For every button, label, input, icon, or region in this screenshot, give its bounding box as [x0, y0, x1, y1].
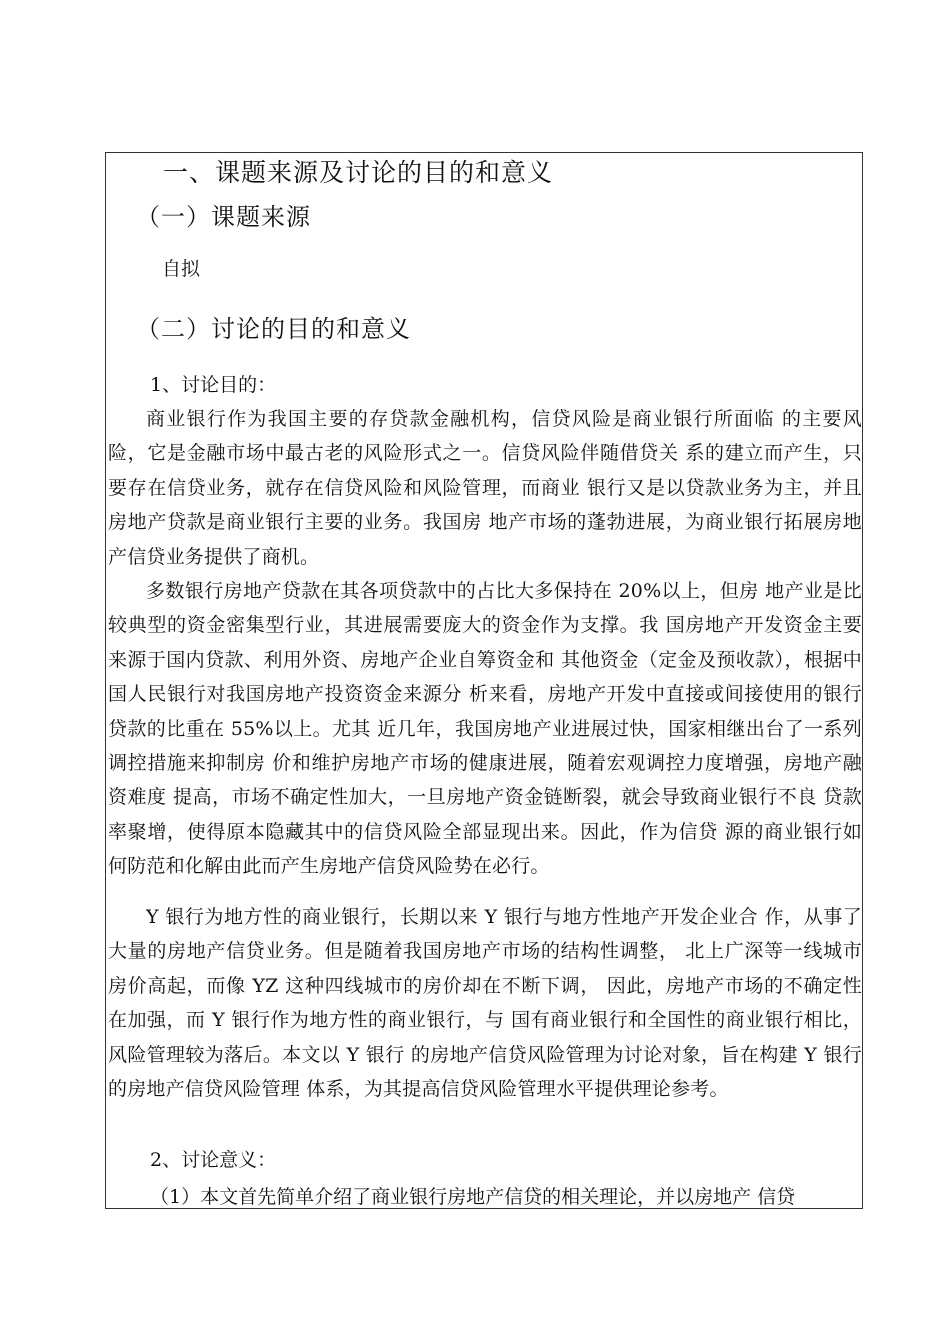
significance-item-1: （1）本文首先简单介绍了商业银行房地产信贷的相关理论，并以房地产 信贷 — [150, 1186, 796, 1208]
paragraph-1: 商业银行作为我国主要的存贷款金融机构，信贷风险是商业银行所面临 的主要风险，它是金融市场中最古老的风险形式之一。信贷风险伴随借贷关 系的建立而产生，只要存在信贷业务，就存在信贷风险和风险管理，而商业 银行又是以贷款业务为主，并且房地产贷款是商业银行主要的业务。我国房 地产市场的蓬勃进展，为商业银行拓展房地产信贷业务提供了商机。 — [108, 408, 862, 568]
purpose-label: 1、讨论目的： — [150, 374, 277, 396]
paragraph-2: 多数银行房地产贷款在其各项贷款中的占比大多保持在 20%以上，但房 地产业是比较典型的资金密集型行业，其进展需要庞大的资金作为支撑。我 国房地产开发资金主要来源于国内贷款、利用外资、房地产企业自筹资金和 其他资金（定金及预收款），根据中国人民银行对我国房地产投资资金来源分 析来看，房地产开发中直接或间接使用的银行贷款的比重在 55%以上。尤其 近几年，我国房地产业进展过快，国家相继出台了一系列调控措施来抑制房 价和维护房地产市场的健康进展，随着宏观调控力度增强，房地产融资难度 提高，市场不确定性加大，一旦房地产资金链断裂，就会导致商业银行不良 贷款率聚增，使得原本隐藏其中的信贷风险全部显现出来。因此，作为信贷 源的商业银行如何防范和化解由此而产生房地产信贷风险势在必行。 — [108, 580, 862, 878]
paragraph-3: Y 银行为地方性的商业银行，长期以来 Y 银行与地方性地产开发企业合 作，从事了大量的房地产信贷业务。但是随着我国房地产市场的结构性调整， 北上广深等一线城市房价高起，而像 YZ 这种四线城市的房价却在不断下调， 因此，房地产市场的不确定性在加强，而 Y 银行作为地方性的商业银行，与 国有商业银行和全国性的商业银行相比，风险管理较为落后。本文以 Y 银行 的房地产信贷风险管理为讨论对象，旨在构建 Y 银行的房地产信贷风险管理 体系，为其提高信贷风险管理水平提供理论参考。 — [108, 906, 862, 1101]
significance-label: 2、讨论意义： — [150, 1149, 277, 1171]
source-text: 自拟 — [162, 258, 201, 280]
proposal-table-cell — [105, 152, 863, 1209]
subsection-heading-source: （一）课题来源 — [136, 203, 311, 231]
section-title: 一、课题来源及讨论的目的和意义 — [163, 158, 554, 187]
subsection-heading-purpose: （二）讨论的目的和意义 — [136, 315, 411, 343]
